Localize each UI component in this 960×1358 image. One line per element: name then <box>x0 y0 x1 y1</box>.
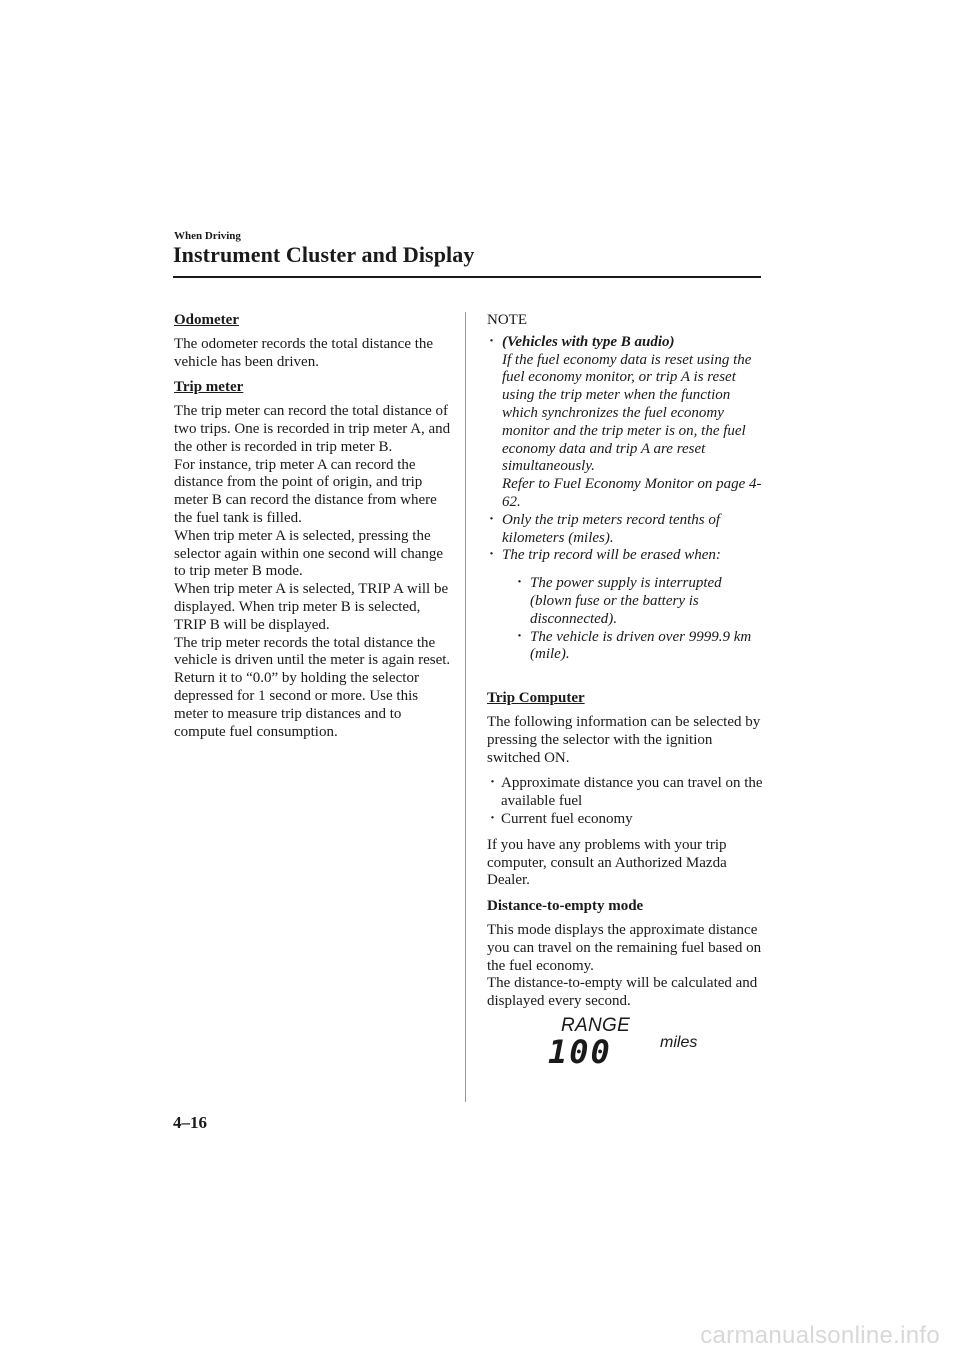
column-divider <box>465 312 466 1102</box>
list-item: · Current fuel economy <box>487 811 765 829</box>
dte-body <box>487 922 765 1011</box>
note-sub-item: · The power supply is interrupted (blown fuse or the battery is disconnected). <box>515 575 765 628</box>
dte-heading: Distance-to-empty mode <box>487 898 644 915</box>
note-sub-item: · The vehicle is driven over 9999.9 km (mile). <box>515 629 765 665</box>
range-display-illustration <box>540 1015 710 1070</box>
section-label: When Driving <box>174 230 241 242</box>
page-number: 4–16 <box>173 1113 207 1132</box>
title-rule <box>173 276 761 278</box>
trip-computer-bullets <box>487 775 765 828</box>
range-value: 100 <box>548 1033 612 1071</box>
trip-meter-paragraph: When trip meter A is selected, pressing the selector again within one second will change to trip meter B mode. <box>174 527 444 580</box>
trip-computer-text: The following information can be selected by pressing the selector with the ignition switched ON. <box>487 713 761 766</box>
note-item-text: · Only the trip meters record tenths of kilometers (miles). <box>502 511 721 546</box>
note-sub-list <box>515 575 765 664</box>
odometer-heading: Odometer <box>174 312 239 328</box>
left-column <box>174 312 454 741</box>
note-item-reference: Refer to Fuel Economy Monitor on page 4-62. <box>502 476 762 510</box>
trip-meter-paragraph: The trip meter can record the total distance of two trips. One is recorded in trip meter A, and the other is recorded in trip meter B. <box>174 403 451 455</box>
odometer-text: The odometer records the total distance the vehicle has been driven. <box>174 335 434 370</box>
note-item-title: · (Vehicles with type B audio) <box>502 333 675 350</box>
note-item <box>487 334 765 512</box>
note-item-text: · The trip record will be erased when: <box>502 547 721 564</box>
trip-meter-paragraph: When trip meter A is selected, TRIP A will be displayed. When trip meter B is selected, TRIP B will be displayed. <box>174 581 449 633</box>
list-item: · Approximate distance you can travel on the available fuel <box>487 775 765 811</box>
page-title: Instrument Cluster and Display <box>173 242 475 267</box>
trip-meter-heading: Trip meter <box>174 379 244 396</box>
dte-paragraph: This mode displays the approximate distance you can travel on the remaining fuel based on the fuel economy. <box>487 921 762 974</box>
trip-meter-paragraph: The trip meter records the total distance the vehicle is driven until the meter is again reset. Return it to “0.0” by holding the selector depressed for 1 second or more. Use this meter to measure trip distances and to compute fuel consumption. <box>174 634 451 740</box>
watermark: carmanualsonline.info <box>700 1322 940 1349</box>
range-unit: miles <box>660 1034 698 1051</box>
trip-meter-body <box>174 403 454 741</box>
range-label: RANGE <box>561 1015 631 1036</box>
note-label: NOTE <box>487 312 527 328</box>
note-item <box>487 547 765 664</box>
note-item <box>487 512 765 548</box>
problems-text: If you have any problems with your trip computer, consult an Authorized Mazda Dealer. <box>487 836 727 889</box>
note-list <box>487 334 765 664</box>
note-item-text: If the fuel economy data is reset using the fuel economy monitor, or trip A is reset using the trip meter when the function which synchronizes the fuel economy monitor and the trip meter is on, the fuel economy data and trip A are reset simultaneously. <box>502 351 752 475</box>
right-column <box>487 312 765 1011</box>
trip-computer-heading: Trip Computer <box>487 690 585 707</box>
trip-meter-paragraph: For instance, trip meter A can record the distance from the point of origin, and trip meter B can record the distance from where the fuel tank is filled. <box>174 456 437 526</box>
dte-paragraph: The distance-to-empty will be calculated and displayed every second. <box>487 975 758 1010</box>
